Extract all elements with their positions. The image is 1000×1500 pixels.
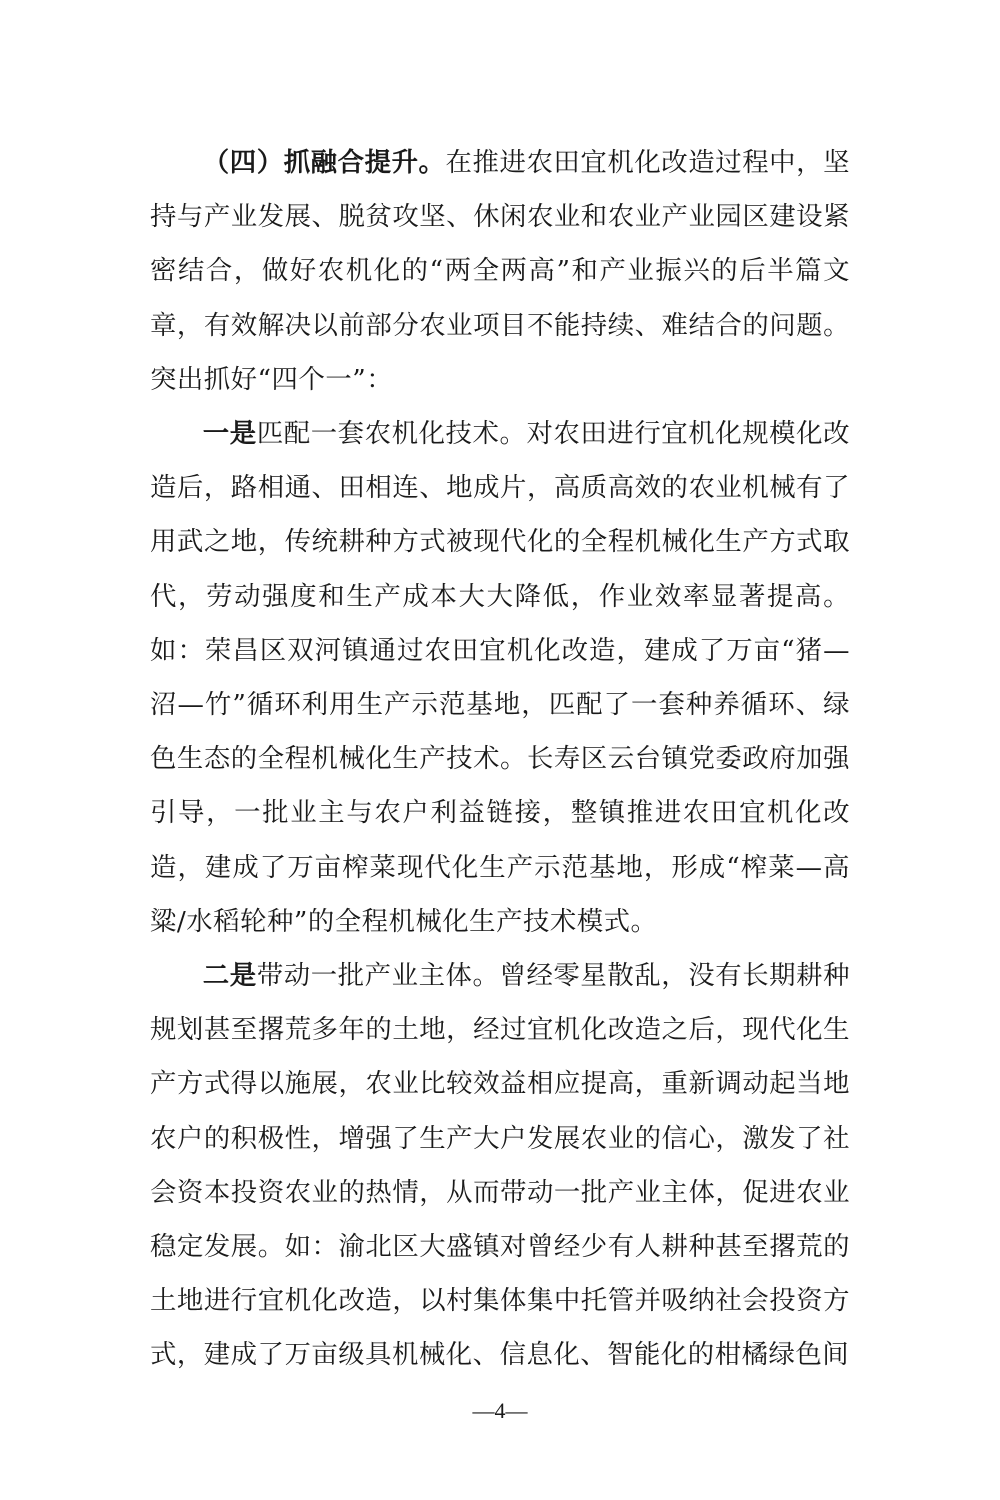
item-text: 带动一批产业主体。曾经零星散乱，没有长期耕种规划甚至撂荒多年的土地，经过宜机化改造之后，现代化生产方式得以施展，农业比较效益相应提高，重新调动起当地农户的积极性，增强了生产大户发展农业的信心，激发了社会资本投资农业的热情，从而带动一批产业主体，促进农业稳定发展。如：渝北区大盛镇对曾经少有人耕种甚至撂荒的土地进行宜机化改造，以村集体集中托管并吸纳社会投资方式，建成了万亩级具机械化、信息化、智能化的柑橘绿色间 xyxy=(150,960,851,1371)
item-paragraph-1 xyxy=(150,407,850,949)
page-number: —4— xyxy=(472,1398,528,1423)
section-intro-text: 在推进农田宜机化改造过程中，坚持与产业发展、脱贫攻坚、休闲农业和农业产业园区建设紧密结合，做好农机化的“两全两高”和产业振兴的后半篇文章，有效解决以前部分农业项目不能持续、难结合的问题。突出抓好“四个一”： xyxy=(150,147,851,395)
item-paragraph-2 xyxy=(150,949,850,1383)
section-paragraph xyxy=(150,136,850,407)
section-heading: （四）抓融合提升。 xyxy=(202,147,446,178)
item-lead: 二是 xyxy=(202,960,257,992)
item-lead: 一是 xyxy=(202,418,257,450)
body-text xyxy=(150,136,850,1383)
item-text: 匹配一套农机化技术。对农田进行宜机化规模化改造后，路相通、田相连、地成片，高质高效的农业机械有了用武之地，传统耕种方式被现代化的全程机械化生产方式取代，劳动强度和生产成本大大降低，作业效率显著提高。如：荣昌区双河镇通过农田宜机化改造，建成了万亩“猪—沼—竹”循环利用生产示范基地，匹配了一套种养循环、绿色生态的全程机械化生产技术。长寿区云台镇党委政府加强引导，一批业主与农户利益链接，整镇推进农田宜机化改造，建成了万亩榨菜现代化生产示范基地，形成“榨菜—高粱/水稻轮种”的全程机械化生产技术模式。 xyxy=(150,418,851,937)
